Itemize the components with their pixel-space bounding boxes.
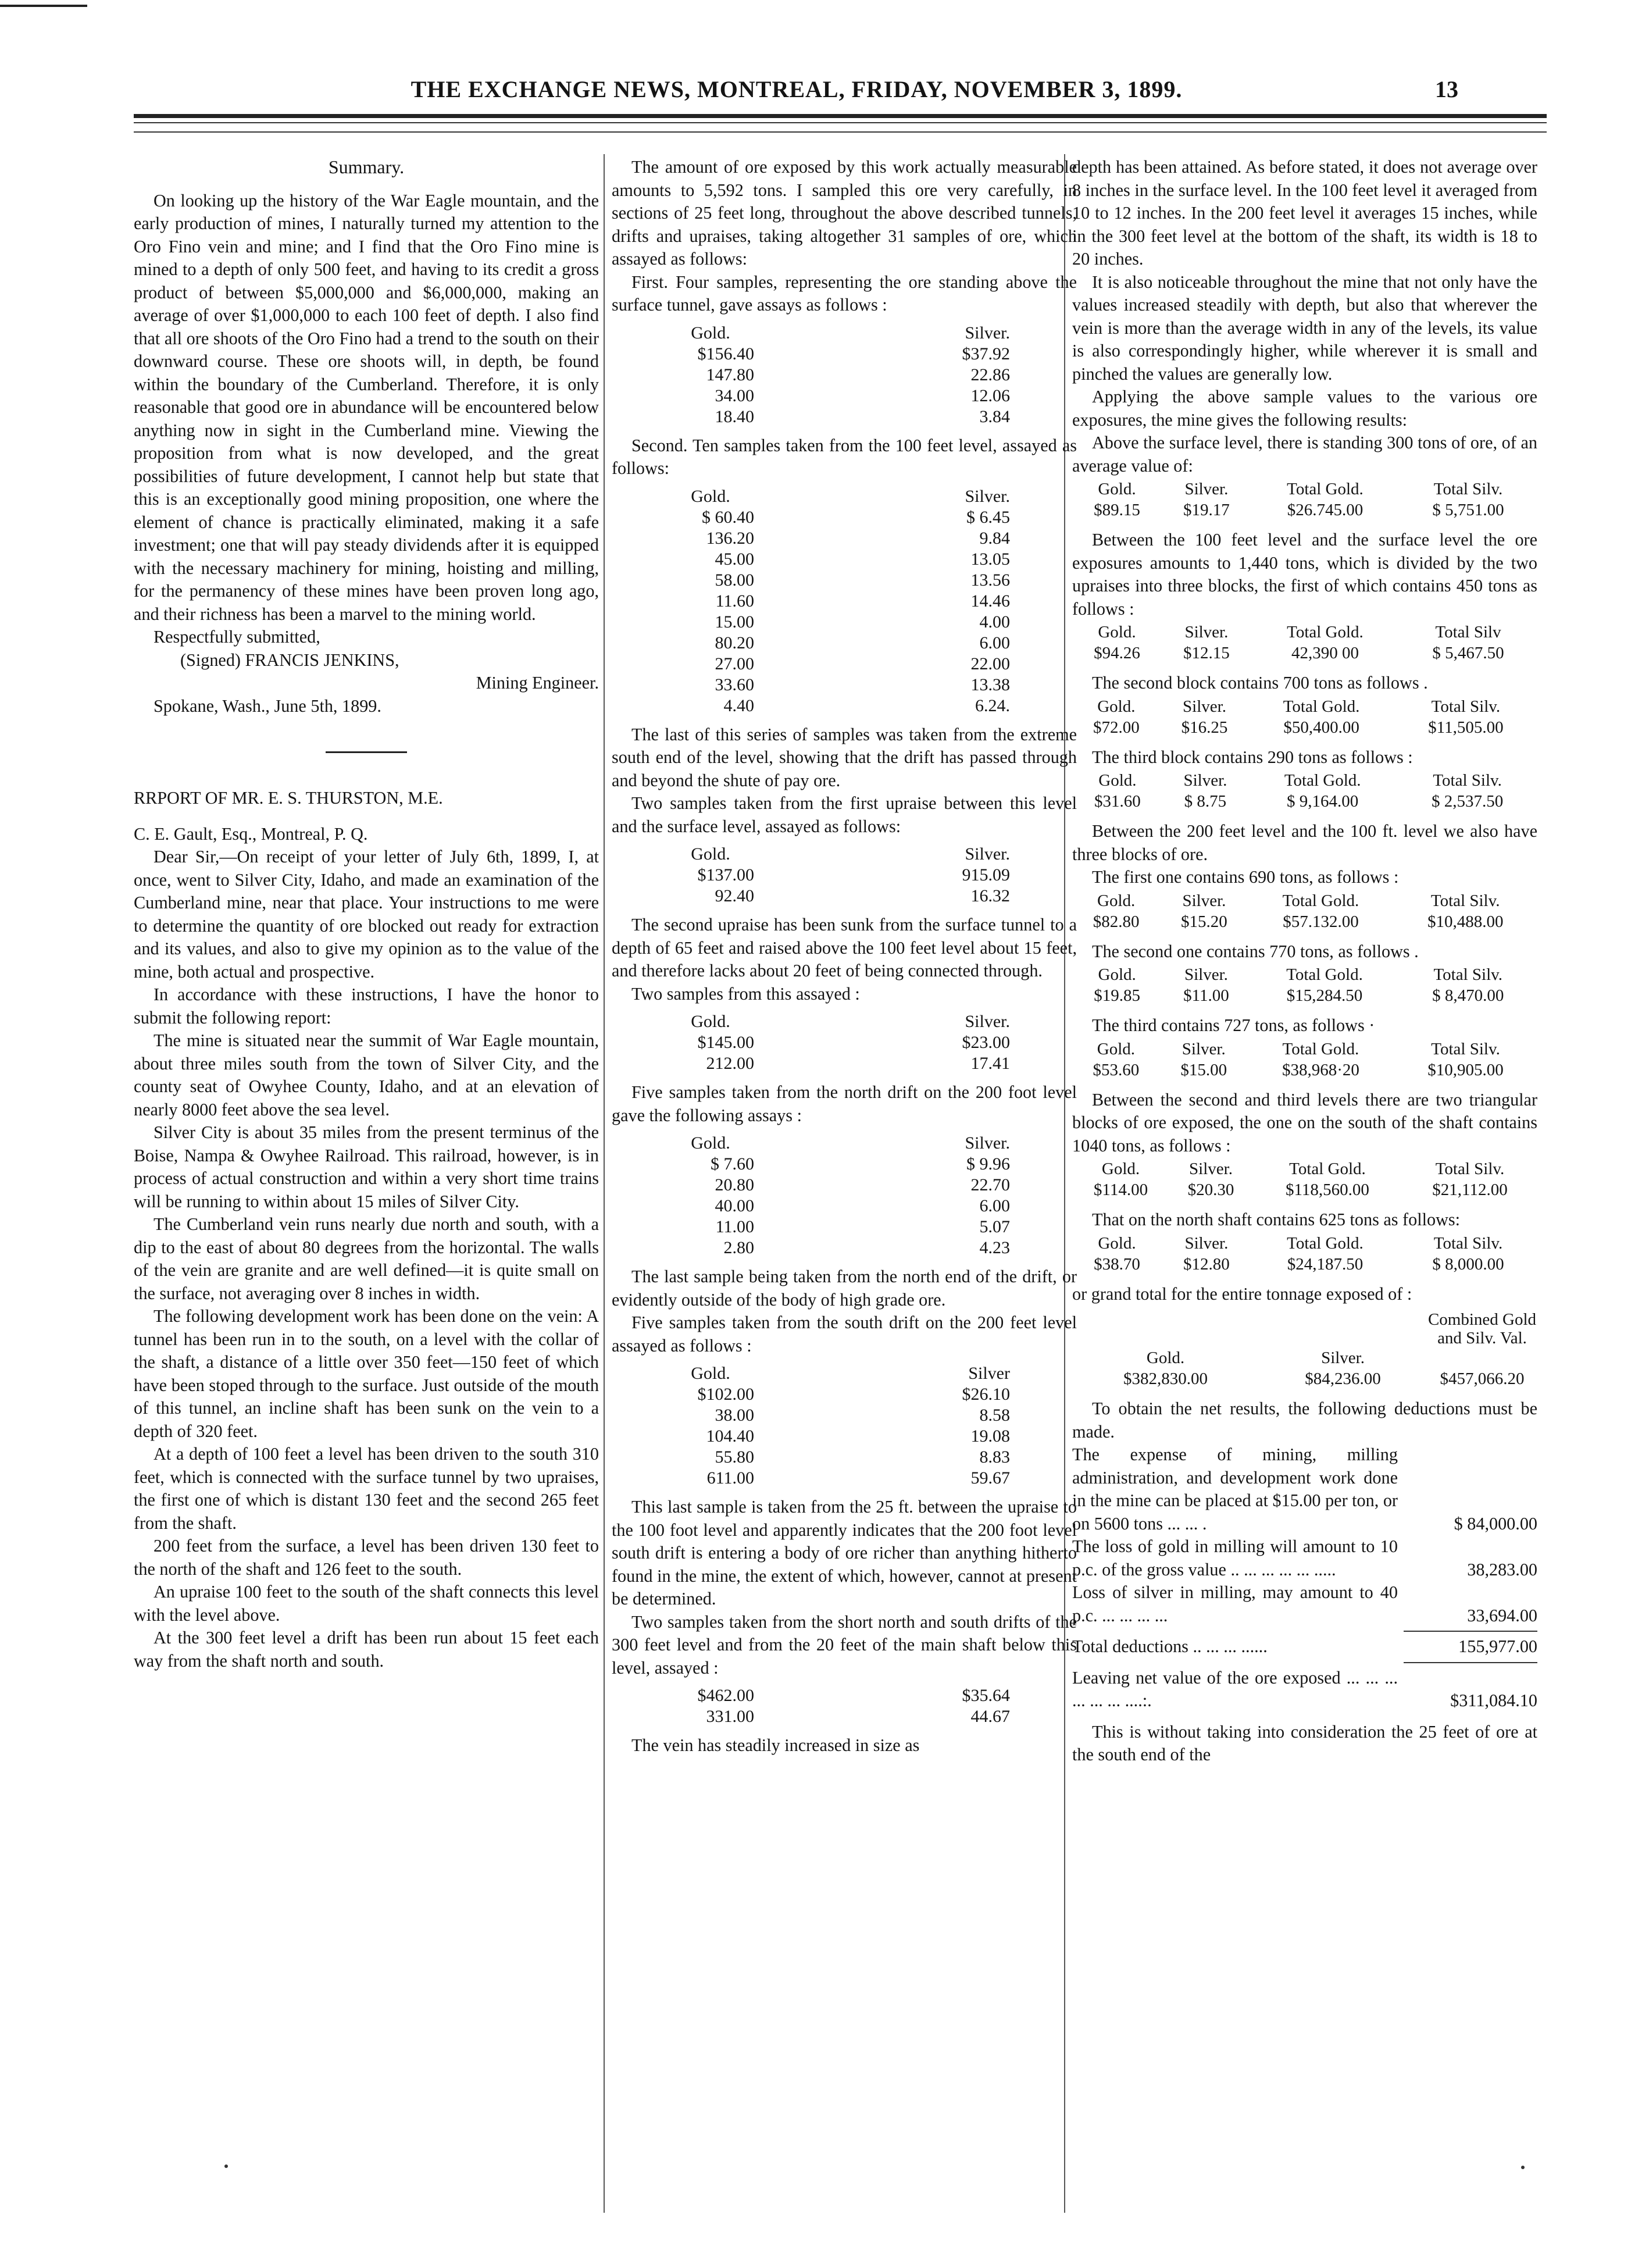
header-total-gold: Total Gold. [1283,697,1360,716]
silver-header: Silver. [965,1012,1010,1031]
silver-header: Silver. [965,323,1010,343]
total-gold-value: $38,968·20 [1282,1060,1359,1079]
header-silver: Silver. [1183,771,1227,790]
header-total-gold: Total Gold. [1289,1160,1366,1178]
respectfully-line: Respectfully submitted, [154,627,320,647]
gold-value: $102.00 [697,1385,754,1404]
grand-total-gold: $382,830.00 [1123,1370,1208,1388]
header-total-silver: Total Silv. [1431,697,1501,716]
result-table-2 [1072,622,1537,664]
col3-paragraph-1: depth has been attained. As before stated, it does not average over 8 inches in the surface level. In the 100 feet level it averaged from 10 to 12 inches. In the 200 feet level it averages 15 inches, while in the 300 feet level at the bottom of the shaft, its width is 18 to 20 inches. [1072,157,1537,269]
page-header-title: THE EXCHANGE NEWS, MONTREAL, FRIDAY, NOVEMBER 3, 1899. [411,76,1183,102]
total-silver-value: $21,112.00 [1432,1181,1508,1199]
combined-value-label: Combined Gold and Silv. Val. [1427,1310,1537,1347]
col2-paragraph-1: The amount of ore exposed by this work actually measurable amounts to 5,592 tons. I sampled this ore very carefully, in sections of 25 feet long, throughout the above described tunnels, drifts and upraises, taking altogether 31 samples of ore, which assayed as follows: [612,157,1077,269]
silver-value: 16.32 [970,886,1010,905]
gold-value: 104.40 [706,1427,754,1446]
gold-value: 331.00 [706,1707,754,1726]
col3-paragraph-7: The third block contains 290 tons as follows : [1092,747,1413,767]
header-rule-thin [134,122,1547,123]
silver-value: 915.09 [962,865,1010,885]
sum-rule [1404,1631,1537,1632]
col3-paragraph-14: or grand total for the entire tonnage exposed of : [1072,1283,1412,1304]
silver-value: 13.38 [970,675,1010,694]
total-silver-value: $11,505.00 [1428,718,1504,737]
col2-paragraph-6: The second upraise has been sunk from the surface tunnel to a depth of 65 feet and raised above the 100 feet level about 15 feet, and therefore lacks about 20 feet of being connected through. [612,915,1077,980]
col3-paragraph-12: Between the second and third levels there are two triangular blocks of ore exposed, the one on the south of the shaft contains 1040 tons, as follows : [1072,1089,1537,1156]
header-total-gold: Total Gold. [1287,1233,1364,1253]
gold-value: $53.60 [1093,1060,1140,1079]
gold-header: Gold. [691,844,730,864]
result-table-9 [1072,1233,1537,1275]
col2-paragraph-7: Two samples from this assayed : [631,983,860,1004]
col2-paragraph-3: Second. Ten samples taken from the 100 feet level, assayed as follows: [612,435,1077,478]
silver-value: $ 6.45 [966,507,1010,527]
report-paragraph-10: At the 300 feet level a drift has been run about 15 feet each way from the shaft north and south. [134,1628,599,1671]
silver-header: Silver. [965,486,1010,506]
report-paragraph-1: Dear Sir,—On receipt of your letter of July 6th, 1899, I, at once, went to Silver City, Idaho, and made an examination of the Cumberland mine, near that place. Your instructions to me were to determine the quantity of ore blocked out ready for extraction and its values, and also to give my opinion as to the value of the mine, both actual and prospective. [134,847,599,982]
total-silver-value: $10,488.00 [1427,912,1504,931]
header-gold: Gold. [1101,1160,1140,1178]
gold-value: $145.00 [697,1033,754,1052]
silver-value: $23.00 [962,1033,1010,1052]
signature-line: (Signed) FRANCIS JENKINS, [180,650,399,670]
gold-value: $19.85 [1094,986,1141,1005]
result-table-7 [1072,1039,1537,1080]
result-table-5 [1072,890,1537,932]
deduction-value: 38,283.00 [1467,1559,1537,1579]
silver-value: $ 8.75 [1184,792,1227,811]
gold-value: 4.40 [723,696,754,715]
top-left-rule [0,5,87,7]
page-mark-dot-2 [1521,2166,1525,2169]
col3-paragraph-8: Between the 200 feet level and the 100 ft. level we also have three blocks of ore. [1072,821,1537,864]
header-silver: Silver. [1184,965,1228,984]
col2-paragraph-10: Five samples taken from the south drift on the 200 feet level assayed as follows : [612,1313,1077,1356]
header-gold: Gold. [1146,1349,1185,1367]
gold-value: 20.80 [715,1175,754,1194]
silver-value: 8.58 [979,1406,1010,1425]
total-gold-value: $50,400.00 [1283,718,1359,737]
gold-value: 11.00 [715,1217,754,1236]
silver-value: $12.80 [1183,1254,1230,1274]
header-total-silver: Total Silv. [1435,1160,1505,1178]
column-2 [612,156,1077,1757]
gold-header: Gold. [691,1012,730,1031]
gold-value: 136.20 [706,528,754,548]
gold-value: $462.00 [697,1686,754,1705]
header-gold: Gold. [1098,480,1136,498]
total-deductions [1072,1635,1537,1659]
silver-value: $11.00 [1183,986,1229,1005]
gold-value: 33.60 [715,675,754,694]
header-silver: Silver. [1182,891,1226,910]
result-table-4 [1072,770,1537,812]
summary-paragraph: On looking up the history of the War Eagle mountain, and the early production of mines, I naturally turned my attention to the Oro Fino vein and mine; and I find that the Oro Fino mine is mined to a depth of only 500 feet, and having to its credit a gross product of between $5,000,000 and $6,000,000, making an average of over $1,000,000 to each 100 feet of depth. I also find that all ore shoots of the Oro Fino had a trend to the south on their downward course. These ore shoots will, in depth, be found within the boundary of the Cumberland. Therefore, it is only reasonable that good ore in abundance will be encountered below anything now in sight in the Cumberland mine. Viewing the proposition from what is now developed, and the great possibilities of future development, I cannot help but state that this is an exceptionally good mining proposition, one where the element of chance is practically eliminated, making it a safe investment; one that will pay steady dividends after it is equipped with the necessary machinery for mining, hoisting and milling, for the permanency of these mines have been proven long ago, and their richness has been a marvel to the mining world. [134,190,599,624]
grand-total-combined: $457,066.20 [1440,1370,1525,1388]
report-paragraph-5: The Cumberland vein runs nearly due north and south, with a dip to the east of about 80 degrees from the horizontal. The walls of the vein are granite and are well defined—it is quite small on the surface, not averaging over 8 inches in width. [134,1214,599,1303]
report-paragraph-9: An upraise 100 feet to the south of the shaft connects this level with the level above. [134,1582,599,1625]
header-total-gold: Total Gold. [1284,771,1361,790]
assay-table-5 [667,1133,1033,1258]
col3-paragraph-16: This is without taking into consideration the 25 feet of ore at the south end of the [1072,1721,1537,1764]
net-value-label: Leaving net value of the ore exposed ... ... ... ... ... ... ....:. [1072,1667,1398,1710]
gold-value: 34.00 [715,386,754,405]
addressee: C. E. Gault, Esq., Montreal, P. Q. [134,823,368,844]
gold-value: $114.00 [1093,1181,1148,1199]
gold-value: 45.00 [715,549,754,569]
gold-value: 611.00 [706,1468,754,1488]
signature-role: Mining Engineer. [476,673,599,693]
gold-value: $89.15 [1094,501,1140,519]
gold-value: $137.00 [697,865,754,885]
gold-value: $31.60 [1094,792,1141,811]
place-date: Spokane, Wash., June 5th, 1899. [154,696,381,716]
silver-value: 4.23 [979,1238,1010,1257]
report-heading: RRPORT OF MR. E. S. THURSTON, M.E. [134,788,443,808]
header-gold: Gold. [1098,965,1136,984]
report-paragraph-2: In accordance with these instructions, I have the honor to submit the following report: [134,985,599,1028]
silver-value: $15.00 [1180,1060,1227,1079]
header-total-gold: Total Gold. [1282,891,1359,910]
grand-total-silver: $84,236.00 [1305,1370,1381,1388]
header-total-silver: Total Silv [1435,623,1501,641]
silver-value: $19.17 [1183,501,1230,519]
result-table-8 [1072,1158,1537,1200]
deduction-value: 33,694.00 [1467,1605,1537,1625]
header-silver: Silver. [1189,1160,1233,1178]
column-3 [1072,156,1537,1767]
silver-value: 8.83 [979,1447,1010,1467]
gold-value: 40.00 [715,1196,754,1215]
col3-paragraph-11: The third contains 727 tons, as follows · [1092,1015,1375,1035]
col2-paragraph-2: First. Four samples, representing the ore standing above the surface tunnel, gave assays as follows : [612,272,1077,315]
col2-paragraph-9: The last sample being taken from the north end of the drift, or evidently outside of the body of high grade ore. [612,1267,1077,1310]
header-total-silver: Total Silv. [1431,1039,1500,1058]
total-gold-value: $24,187.50 [1287,1254,1364,1274]
col2-paragraph-11: This last sample is taken from the 25 ft. between the upraise to the 100 foot level and apparently indicates that the 200 foot level south drift is entering a body of ore richer than anything hitherto found in the mine, the extent of which, however, cannot at present be determined. [612,1497,1077,1609]
report-paragraph-7: At a depth of 100 feet a level has been driven to the south 310 feet, which is connected with the surface tunnel by two upraises, the first one of which is distant 130 feet and the second 265 feet from the shaft. [134,1444,599,1533]
header-total-gold: Total Gold. [1287,623,1364,641]
total-silver-value: $ 5,467.50 [1432,644,1504,662]
silver-value: 6.00 [979,1196,1010,1215]
gold-header: Gold. [691,323,730,343]
gold-value: 212.00 [706,1054,754,1073]
col2-paragraph-4: The last of this series of samples was taken from the extreme south end of the level, showing that the drift has passed through and beyond the shute of pay ore. [612,724,1077,790]
header-gold: Gold. [1097,891,1136,910]
silver-value: $ 9.96 [966,1154,1010,1174]
report-paragraph-4: Silver City is about 35 miles from the present terminus of the Boise, Nampa & Owyhee Railroad. This railroad, however, is in process of actual construction and within a very short time trains will be running to within about 15 miles of Silver City. [134,1122,599,1211]
silver-value: 5.07 [979,1217,1010,1236]
deduction-value: $ 84,000.00 [1454,1513,1537,1534]
deduction-label: The loss of gold in milling will amount to 10 p.c. of the gross value .. ... ... ... ... ..... [1072,1536,1398,1579]
header-silver: Silver. [1183,697,1226,716]
silver-value: $37.92 [962,344,1010,363]
header-total-gold: Total Gold. [1286,965,1363,984]
gold-header: Gold. [691,1133,730,1153]
col3-paragraph-6: The second block contains 700 tons as follows . [1092,673,1428,693]
header-total-gold: Total Gold. [1287,480,1364,498]
gold-header: Gold. [691,1364,730,1383]
silver-value: 13.05 [970,549,1010,569]
gold-value: 55.80 [715,1447,754,1467]
col3-paragraph-10: The second one contains 770 tons, as follows . [1092,941,1419,961]
total-gold-value: $118,560.00 [1286,1181,1369,1199]
summary-heading: Summary. [328,156,405,177]
header-silver: Silver. [1321,1349,1365,1367]
gold-value: $82.80 [1093,912,1140,931]
header-silver: Silver. [1184,1233,1229,1253]
silver-value: 22.00 [970,654,1010,673]
header-total-gold: Total Gold. [1282,1039,1359,1058]
silver-value: 22.86 [970,365,1010,384]
assay-table-1 [667,323,1033,427]
result-table-3 [1072,696,1537,738]
grand-total-table [1072,1310,1537,1389]
silver-value: 44.67 [970,1707,1010,1726]
page-mark-dot [224,2164,228,2168]
col3-paragraph-9: The first one contains 690 tons, as follows : [1092,867,1399,887]
header-silver: Silver. [1184,623,1229,641]
assay-table-3 [667,844,1033,907]
col2-paragraph-13: The vein has steadily increased in size as [631,1735,920,1755]
gold-value: $ 7.60 [711,1154,754,1174]
gold-value: 27.00 [715,654,754,673]
silver-value: 19.08 [970,1427,1010,1446]
assay-table-4 [667,1011,1033,1074]
deduction-mining [1072,1443,1537,1535]
silver-value: 9.84 [979,528,1010,548]
header-gold: Gold. [1097,697,1136,716]
silver-header: Silver. [965,1133,1010,1153]
total-silver-value: $ 2,537.50 [1432,792,1504,811]
silver-value: 13.56 [970,570,1010,590]
total-silver-value: $ 8,470.00 [1432,986,1504,1005]
gold-value: $156.40 [697,344,754,363]
gold-value: 18.40 [715,406,754,426]
silver-header: Silver [968,1364,1010,1383]
silver-value: 6.24. [975,696,1010,715]
gold-value: 38.00 [715,1406,754,1425]
header-silver: Silver. [1184,480,1229,498]
silver-value: $12.15 [1183,644,1230,662]
total-deductions-value: 155,977.00 [1458,1636,1537,1656]
report-paragraph-6: The following development work has been done on the vein: A tunnel has been run in to the south, on a level with the collar of the shaft, a distance of a little over 350 feet—150 feet of which have been stoped through to the surface. Just outside of the mouth of this tunnel, an incline shaft has been sunk on the vein to a depth of 320 feet. [134,1306,599,1441]
net-value-amount: $311,084.10 [1450,1691,1537,1710]
result-table-6 [1072,964,1537,1006]
total-deductions-label: Total deductions .. ... ... ...... [1072,1636,1268,1656]
header-rule-thin-2 [134,131,1547,133]
header-total-silver: Total Silv. [1430,891,1500,910]
report-paragraph-8: 200 feet from the surface, a level has been driven 130 feet to the north of the shaft and 126 feet to the south. [134,1536,599,1579]
gold-value: 147.80 [706,365,754,384]
col3-paragraph-5: Between the 100 feet level and the surface level the ore exposures amounts to 1,440 tons, which is divided by the two upraises into three blocks, the first of which contains 450 tons as follows : [1072,530,1537,619]
gold-value: 15.00 [715,612,754,632]
gold-value: $38.70 [1094,1254,1140,1274]
column-1 [134,156,599,1673]
silver-header: Silver. [965,844,1010,864]
gold-value: 92.40 [715,886,754,905]
total-silver-value: $10,905.00 [1427,1060,1504,1079]
col2-paragraph-5: Two samples taken from the first upraise between this level and the surface level, assayed as follows: [612,793,1077,836]
net-value [1072,1667,1537,1713]
total-silver-value: $ 8,000.00 [1432,1254,1504,1274]
gold-value: $ 60.40 [702,507,754,527]
col2-paragraph-12: Two samples taken from the short north and south drifts of the 300 feet level and from the 20 feet of the main shaft below this level, assayed : [612,1611,1077,1678]
gold-value: $94.26 [1094,644,1140,662]
total-gold-value: 42,390 00 [1291,644,1359,662]
header-total-silver: Total Silv. [1433,480,1503,498]
col3-paragraph-4: Above the surface level, there is standing 300 tons of ore, of an average value of: [1072,433,1537,476]
total-gold-value: $15,284.50 [1286,986,1363,1005]
deduction-silver-loss [1072,1581,1537,1627]
header-gold: Gold. [1098,623,1136,641]
header-gold: Gold. [1098,1233,1136,1253]
silver-value: $16.25 [1181,718,1228,737]
header-rule-thick [134,114,1547,118]
section-separator [326,751,407,753]
total-silver-value: $ 5,751.00 [1432,501,1504,519]
total-gold-value: $57.132.00 [1283,912,1359,931]
silver-value: 6.00 [979,633,1010,652]
gold-value: 58.00 [715,570,754,590]
silver-value: $20.30 [1187,1181,1234,1199]
silver-value: 59.67 [970,1468,1010,1488]
gold-header: Gold. [691,486,730,506]
deduction-gold-loss [1072,1535,1537,1581]
silver-value: $26.10 [962,1385,1010,1404]
header-total-silver: Total Silv. [1433,965,1502,984]
gold-value: 80.20 [715,633,754,652]
total-gold-value: $26.745.00 [1287,501,1364,519]
header-total-silver: Total Silv. [1433,1233,1503,1253]
col3-paragraph-15: To obtain the net results, the following deductions must be made. [1072,1399,1537,1442]
header-silver: Silver. [1182,1039,1226,1058]
gold-value: 2.80 [723,1238,754,1257]
silver-value: 3.84 [979,406,1010,426]
header-gold: Gold. [1098,771,1137,790]
header-gold: Gold. [1097,1039,1136,1058]
assay-table-7 [667,1685,1033,1727]
silver-value: $35.64 [962,1686,1010,1705]
silver-value: 4.00 [979,612,1010,632]
col3-paragraph-2: It is also noticeable throughout the mine that not only have the values increased steadily with depth, but also that wherever the vein is more than the average width in any of the levels, its value is also correspondingly higher, while wherever it is small and pinched the values are generally low. [1072,272,1537,384]
silver-value: 14.46 [970,591,1010,611]
col3-paragraph-13: That on the north shaft contains 625 tons as follows: [1092,1210,1461,1229]
silver-value: 22.70 [970,1175,1010,1194]
gold-value: $72.00 [1093,718,1140,737]
deduction-label: Loss of silver in milling, may amount to 40 p.c. ... ... ... ... [1072,1582,1398,1625]
silver-value: 17.41 [970,1054,1010,1073]
col2-paragraph-8: Five samples taken from the north drift on the 200 foot level gave the following assays : [612,1082,1077,1125]
sum-rule-2 [1404,1662,1537,1663]
header-total-silver: Total Silv. [1433,771,1502,790]
silver-value: 12.06 [970,386,1010,405]
silver-value: $15.20 [1181,912,1227,931]
assay-table-6 [667,1363,1033,1489]
assay-table-2 [667,486,1033,716]
col3-paragraph-3: Applying the above sample values to the various ore exposures, the mine gives the following results: [1072,387,1537,430]
deduction-label: The expense of mining, milling administration, and development work done in the mine can be placed at $15.00 per ton, or on 5600 tons ... ... . [1072,1445,1398,1534]
page-number: 13 [1435,76,1458,102]
result-table-1 [1072,479,1537,520]
report-paragraph-3: The mine is situated near the summit of War Eagle mountain, about three miles south from the town of Silver City, and the county seat of Owyhee County, Idaho, and at an elevation of nearly 8000 feet above the sea level. [134,1030,599,1119]
gold-value: 11.60 [715,591,754,611]
column-divider-1 [604,154,605,2213]
total-gold-value: $ 9,164.00 [1287,792,1359,811]
